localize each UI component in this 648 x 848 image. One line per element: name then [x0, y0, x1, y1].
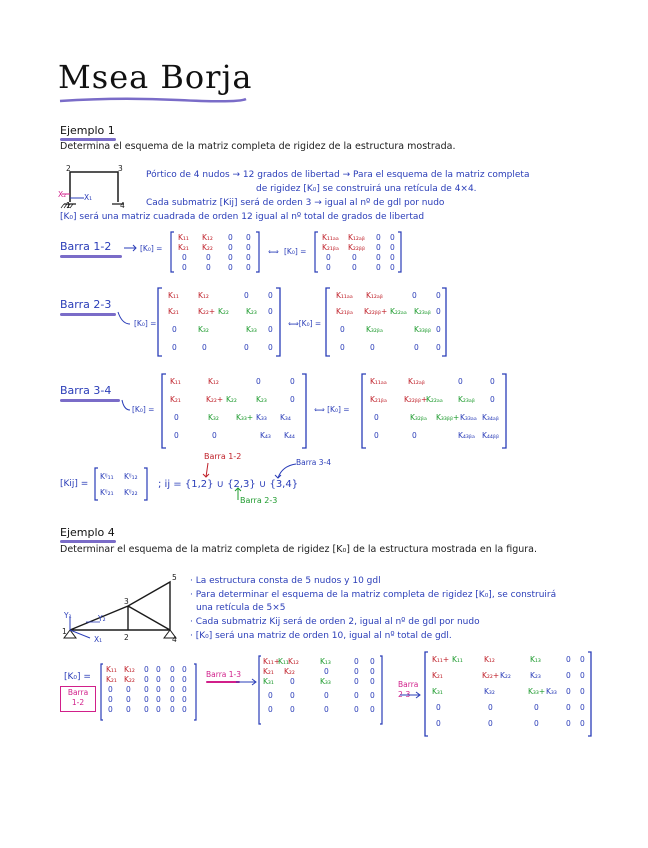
svg-text:K₂₂: K₂₂ — [284, 667, 295, 676]
annotation-barra12: Barra 1-2 — [204, 452, 242, 461]
svg-text:K₁₂ₐᵦ: K₁₂ₐᵦ — [366, 291, 383, 300]
svg-text:0: 0 — [244, 343, 249, 352]
svg-text:0: 0 — [144, 695, 149, 704]
svg-text:0: 0 — [580, 671, 585, 680]
svg-text:K₃₁: K₃₁ — [432, 687, 443, 696]
svg-text:0: 0 — [354, 705, 359, 714]
svg-text:0: 0 — [352, 253, 357, 262]
svg-text:⟺: ⟺ — [268, 247, 279, 256]
svg-text:0: 0 — [324, 691, 329, 700]
svg-text:0: 0 — [170, 685, 175, 694]
svg-text:K₁₁+: K₁₁+ — [263, 657, 281, 666]
svg-text:0: 0 — [374, 431, 379, 440]
svg-text:0: 0 — [414, 343, 419, 352]
svg-text:K₄₃: K₄₃ — [260, 431, 271, 440]
svg-text:K₂₂ᵦᵦ+: K₂₂ᵦᵦ+ — [364, 307, 388, 316]
svg-text:[K₀] =: [K₀] = — [284, 247, 307, 256]
svg-text:K₁₁: K₁₁ — [170, 377, 181, 386]
svg-text:K₂₂: K₂₂ — [202, 243, 213, 252]
svg-text:K₂₁ᵦₐ: K₂₁ᵦₐ — [336, 307, 353, 316]
svg-text:K₃₃: K₃₃ — [546, 687, 557, 696]
note-2: de rigidez [K₀] se construirá una retícula de 4×4. — [256, 184, 477, 194]
svg-text:K₃₂: K₃₂ — [208, 413, 219, 422]
ejemplo1-heading: Ejemplo 1 — [60, 124, 115, 137]
barra12-label: Barra 1-2 — [60, 240, 112, 253]
svg-text:2: 2 — [124, 633, 129, 642]
svg-text:0: 0 — [144, 685, 149, 694]
svg-text:0: 0 — [354, 667, 359, 676]
svg-text:0: 0 — [354, 691, 359, 700]
kij-definition: ; ij = {1,2} ∪ {2,3} ∪ {3,4} — [158, 479, 299, 490]
bullet-3: una retícula de 5×5 — [196, 603, 286, 613]
svg-text:K₃₂: K₃₂ — [198, 325, 209, 334]
svg-text:K₁₂: K₁₂ — [124, 665, 135, 674]
barra23-underline — [60, 313, 116, 316]
svg-text:0: 0 — [182, 263, 187, 272]
svg-text:0: 0 — [228, 263, 233, 272]
svg-text:0: 0 — [458, 377, 463, 386]
svg-text:K₂₂: K₂₂ — [500, 671, 511, 680]
ejemplo1-statement: Determina el esquema de la matriz completa de rigidez de la estructura mostrada. — [60, 141, 456, 152]
svg-text:0: 0 — [170, 665, 175, 674]
svg-text:K₁₁: K₁₁ — [168, 291, 179, 300]
barra23-arrow — [398, 690, 424, 700]
ejemplo4-underline — [60, 540, 116, 543]
svg-text:K₂₂: K₂₂ — [124, 675, 135, 684]
svg-text:0: 0 — [566, 719, 571, 728]
svg-text:0: 0 — [580, 655, 585, 664]
svg-text:K₂₂ₐₐ: K₂₂ₐₐ — [390, 307, 407, 316]
svg-text:0: 0 — [268, 691, 273, 700]
svg-text:0: 0 — [174, 431, 179, 440]
kij-matrix — [94, 466, 150, 502]
svg-text:0: 0 — [244, 291, 249, 300]
svg-text:0: 0 — [354, 677, 359, 686]
svg-text:0: 0 — [268, 705, 273, 714]
svg-text:0: 0 — [290, 377, 295, 386]
svg-text:⟺[K₀] =: ⟺[K₀] = — [288, 319, 322, 328]
svg-text:K₂₁: K₂₁ — [263, 667, 274, 676]
svg-text:K₂₁: K₂₁ — [432, 671, 443, 680]
svg-text:K₂₃ₐᵦ: K₂₃ₐᵦ — [458, 395, 475, 404]
svg-text:0: 0 — [144, 705, 149, 714]
frame-diagram-1 — [56, 164, 136, 210]
svg-text:0: 0 — [534, 719, 539, 728]
k0-label-ej4: [K₀] = — [64, 672, 91, 682]
svg-text:K₁₃: K₁₃ — [530, 655, 541, 664]
svg-text:0: 0 — [182, 675, 187, 684]
svg-text:K₂₂ᵦᵦ+: K₂₂ᵦᵦ+ — [404, 395, 428, 404]
svg-text:Kⁱʲ₁₁: Kⁱʲ₁₁ — [100, 472, 114, 481]
barra12-matrices — [122, 228, 412, 276]
svg-text:0: 0 — [370, 667, 375, 676]
annotation-barra34: Barra 3-4 — [296, 458, 332, 467]
svg-text:1: 1 — [66, 201, 71, 210]
svg-text:0: 0 — [268, 291, 273, 300]
annotation-arrow-b12 — [196, 462, 226, 480]
note-1: Pórtico de 4 nudos → 12 grados de libertad → Para el esquema de la matriz completa — [146, 170, 530, 180]
svg-text:0: 0 — [290, 395, 295, 404]
svg-text:0: 0 — [566, 655, 571, 664]
svg-text:0: 0 — [352, 263, 357, 272]
bullet-5: · [K₀] será una matriz de orden 10, igual al nº total de gdl. — [190, 631, 452, 641]
svg-text:K₃₂ᵦₐ: K₃₂ᵦₐ — [410, 413, 427, 422]
svg-text:K₁₂: K₁₂ — [198, 291, 209, 300]
svg-text:0: 0 — [580, 719, 585, 728]
svg-text:0: 0 — [490, 395, 495, 404]
svg-text:K₄₄ᵦᵦ: K₄₄ᵦᵦ — [482, 431, 499, 440]
svg-text:[K₀] =: [K₀] = — [134, 319, 157, 328]
svg-text:0: 0 — [172, 343, 177, 352]
svg-text:K₃₂: K₃₂ — [484, 687, 495, 696]
svg-text:K₃₁: K₃₁ — [263, 677, 274, 686]
svg-text:0: 0 — [156, 675, 161, 684]
svg-text:K₁₂: K₁₂ — [288, 657, 299, 666]
kij-label: [Kij] = — [60, 479, 89, 489]
svg-text:0: 0 — [126, 695, 131, 704]
svg-text:K₂₁: K₂₁ — [170, 395, 181, 404]
svg-text:0: 0 — [246, 263, 251, 272]
svg-text:0: 0 — [490, 377, 495, 386]
bullet-2: · Para determinar el esquema de la matriz completa de rigidez [K₀], se construirá — [190, 590, 557, 600]
svg-text:0: 0 — [376, 233, 381, 242]
svg-text:0: 0 — [108, 685, 113, 694]
svg-text:0: 0 — [246, 253, 251, 262]
barra23-label: Barra 2-3 — [60, 298, 112, 311]
svg-text:0: 0 — [256, 377, 261, 386]
svg-text:0: 0 — [182, 665, 187, 674]
barra23-matrices — [116, 284, 456, 360]
svg-text:0: 0 — [290, 677, 295, 686]
svg-text:0: 0 — [174, 413, 179, 422]
svg-text:0: 0 — [390, 263, 395, 272]
svg-text:0: 0 — [182, 705, 187, 714]
svg-text:K₁₂ₐᵦ: K₁₂ₐᵦ — [408, 377, 425, 386]
svg-text:0: 0 — [326, 253, 331, 262]
svg-text:K₂₂+: K₂₂+ — [198, 307, 216, 316]
svg-text:0: 0 — [268, 343, 273, 352]
svg-text:K₂₃: K₂₃ — [246, 307, 257, 316]
svg-text:K₂₂: K₂₂ — [226, 395, 237, 404]
svg-text:0: 0 — [324, 705, 329, 714]
svg-text:[K₀] =: [K₀] = — [132, 405, 155, 414]
svg-text:0: 0 — [268, 307, 273, 316]
svg-text:0: 0 — [436, 719, 441, 728]
svg-text:K₃₃+: K₃₃+ — [528, 687, 546, 696]
svg-text:K₃₄ₐᵦ: K₃₄ₐᵦ — [482, 413, 499, 422]
svg-text:K₂₁: K₂₁ — [168, 307, 179, 316]
svg-text:K₄₃ᵦₐ: K₄₃ᵦₐ — [458, 431, 475, 440]
svg-text:0: 0 — [182, 253, 187, 262]
svg-text:0: 0 — [376, 263, 381, 272]
svg-text:K₁₂: K₁₂ — [208, 377, 219, 386]
svg-text:X₁: X₁ — [84, 193, 93, 202]
svg-text:0: 0 — [566, 687, 571, 696]
svg-text:0: 0 — [340, 343, 345, 352]
svg-text:K₁₁: K₁₁ — [278, 657, 289, 666]
svg-text:0: 0 — [370, 691, 375, 700]
svg-text:0: 0 — [126, 705, 131, 714]
svg-text:4: 4 — [120, 201, 125, 210]
svg-text:K₁₂ₐᵦ: K₁₂ₐᵦ — [348, 233, 365, 242]
svg-text:0: 0 — [436, 307, 441, 316]
svg-text:0: 0 — [390, 253, 395, 262]
svg-text:[K₀] =: [K₀] = — [140, 244, 163, 253]
svg-text:K₁₁+: K₁₁+ — [432, 655, 450, 664]
svg-text:4: 4 — [172, 635, 177, 644]
barra12-underline — [60, 255, 122, 258]
svg-text:0: 0 — [182, 685, 187, 694]
svg-text:0: 0 — [156, 695, 161, 704]
ejemplo4-heading: Ejemplo 4 — [60, 526, 115, 539]
annotation-arrow-b23 — [232, 486, 252, 502]
svg-text:0: 0 — [170, 705, 175, 714]
svg-text:0: 0 — [212, 431, 217, 440]
svg-text:0: 0 — [566, 703, 571, 712]
note-4: [K₀] será una matriz cuadrada de orden 12 igual al nº total de grados de libertad — [60, 212, 425, 222]
svg-text:0: 0 — [228, 243, 233, 252]
annotation-arrow-b34 — [268, 462, 298, 482]
svg-text:0: 0 — [144, 675, 149, 684]
svg-text:0: 0 — [290, 691, 295, 700]
svg-text:0: 0 — [324, 667, 329, 676]
svg-text:0: 0 — [566, 671, 571, 680]
svg-text:0: 0 — [108, 695, 113, 704]
svg-text:0: 0 — [412, 291, 417, 300]
svg-text:Kⁱʲ₂₁: Kⁱʲ₂₁ — [100, 488, 114, 497]
svg-text:K₃₃ₐₐ: K₃₃ₐₐ — [460, 413, 477, 422]
svg-text:0: 0 — [436, 291, 441, 300]
svg-text:0: 0 — [246, 243, 251, 252]
ej4-matrix-barra12 — [100, 662, 200, 722]
svg-text:0: 0 — [390, 243, 395, 252]
svg-text:3: 3 — [124, 597, 129, 606]
svg-text:0: 0 — [156, 705, 161, 714]
svg-text:5: 5 — [172, 573, 177, 582]
svg-text:0: 0 — [376, 253, 381, 262]
svg-text:0: 0 — [370, 705, 375, 714]
svg-text:0: 0 — [488, 703, 493, 712]
svg-text:0: 0 — [376, 243, 381, 252]
svg-text:0: 0 — [246, 233, 251, 242]
svg-text:0: 0 — [228, 253, 233, 262]
svg-text:K₃₃: K₃₃ — [246, 325, 257, 334]
barra13-ej4-label: Barra 1-3 — [206, 670, 242, 679]
svg-text:0: 0 — [354, 657, 359, 666]
svg-text:1: 1 — [62, 627, 67, 636]
svg-text:K₃₂ᵦₐ: K₃₂ᵦₐ — [366, 325, 383, 334]
svg-text:0: 0 — [228, 233, 233, 242]
barra34-matrices — [120, 370, 520, 452]
svg-text:0: 0 — [580, 687, 585, 696]
svg-text:K₁₃: K₁₃ — [320, 657, 331, 666]
svg-text:3: 3 — [118, 164, 123, 173]
svg-text:0: 0 — [370, 343, 375, 352]
note-3: Cada submatriz [Kij] será de orden 3 → igual al nº de gdl por nudo — [146, 198, 445, 208]
svg-text:K₂₁ᵦₐ: K₂₁ᵦₐ — [322, 243, 339, 252]
svg-text:0: 0 — [172, 325, 177, 334]
barra12-ej4-label: Barra 1-2 — [67, 688, 89, 707]
barra34-underline — [60, 399, 120, 402]
svg-text:K₃₃ᵦᵦ: K₃₃ᵦᵦ — [414, 325, 431, 334]
svg-text:K₁₁ₐₐ: K₁₁ₐₐ — [322, 233, 339, 242]
svg-text:Kⁱʲ₂₂: Kⁱʲ₂₂ — [124, 488, 138, 497]
svg-text:0: 0 — [144, 665, 149, 674]
svg-text:0: 0 — [436, 703, 441, 712]
barra34-label: Barra 3-4 — [60, 384, 112, 397]
truss-diagram-4 — [60, 572, 192, 652]
svg-text:0: 0 — [206, 263, 211, 272]
ejemplo4-statement: Determinar el esquema de la matriz completa de rigidez [K₀] de la estructura mostrada en la figura. — [60, 544, 538, 555]
svg-text:K₂₁: K₂₁ — [178, 243, 189, 252]
svg-text:K₂₃: K₂₃ — [530, 671, 541, 680]
svg-text:0: 0 — [370, 657, 375, 666]
ej4-matrix-barra13 — [258, 654, 388, 726]
svg-text:0: 0 — [326, 263, 331, 272]
svg-text:K₂₁: K₂₁ — [106, 675, 117, 684]
svg-text:0: 0 — [206, 253, 211, 262]
svg-text:0: 0 — [156, 685, 161, 694]
svg-text:Y₂: Y₂ — [98, 614, 106, 623]
svg-text:K₄₄: K₄₄ — [284, 431, 295, 440]
svg-text:0: 0 — [156, 665, 161, 674]
svg-text:0: 0 — [370, 677, 375, 686]
svg-text:0: 0 — [170, 675, 175, 684]
bullet-1: · La estructura consta de 5 nudos y 10 gdl — [190, 576, 381, 586]
svg-text:0: 0 — [126, 685, 131, 694]
svg-text:2: 2 — [66, 164, 71, 173]
svg-text:K₂₂ₐₐ: K₂₂ₐₐ — [426, 395, 443, 404]
svg-text:0: 0 — [534, 703, 539, 712]
svg-text:K₃₃ᵦᵦ+: K₃₃ᵦᵦ+ — [436, 413, 460, 422]
svg-text:0: 0 — [374, 413, 379, 422]
svg-text:K₂₃ₐᵦ: K₂₃ₐᵦ — [414, 307, 431, 316]
svg-text:K₁₁: K₁₁ — [178, 233, 189, 242]
annotation-barra23: Barra 2-3 — [240, 496, 278, 505]
svg-text:K₃₃: K₃₃ — [320, 677, 331, 686]
svg-text:K₁₁: K₁₁ — [452, 655, 463, 664]
barra13-arrow — [234, 676, 260, 688]
svg-text:Kⁱʲ₁₂: Kⁱʲ₁₂ — [124, 472, 138, 481]
svg-text:⟺ [K₀] =: ⟺ [K₀] = — [314, 405, 350, 414]
svg-text:K₁₁: K₁₁ — [106, 665, 117, 674]
svg-text:0: 0 — [290, 705, 295, 714]
title-underline — [58, 96, 248, 104]
svg-text:K₁₁ₐₐ: K₁₁ₐₐ — [336, 291, 353, 300]
svg-text:0: 0 — [436, 325, 441, 334]
svg-text:0: 0 — [488, 719, 493, 728]
svg-text:K₃₃: K₃₃ — [256, 413, 267, 422]
svg-text:0: 0 — [340, 325, 345, 334]
svg-text:K₁₂: K₁₂ — [484, 655, 495, 664]
svg-text:0: 0 — [390, 233, 395, 242]
svg-text:K₃₄: K₃₄ — [280, 413, 291, 422]
svg-text:K₂₂: K₂₂ — [218, 307, 229, 316]
svg-text:K₂₃: K₂₃ — [256, 395, 267, 404]
svg-text:0: 0 — [182, 695, 187, 704]
svg-text:K₃₃+: K₃₃+ — [236, 413, 254, 422]
svg-text:K₁₂: K₁₂ — [202, 233, 213, 242]
svg-text:0: 0 — [436, 343, 441, 352]
svg-text:0: 0 — [108, 705, 113, 714]
ej4-matrix-barra23 — [424, 650, 594, 738]
svg-text:K₂₂+: K₂₂+ — [206, 395, 224, 404]
svg-text:K₂₁ᵦₐ: K₂₁ᵦₐ — [370, 395, 387, 404]
svg-text:K₁₁ₐₐ: K₁₁ₐₐ — [370, 377, 387, 386]
svg-text:0: 0 — [170, 695, 175, 704]
svg-text:0: 0 — [268, 325, 273, 334]
svg-text:0: 0 — [580, 703, 585, 712]
svg-text:Y₁: Y₁ — [64, 611, 72, 620]
svg-text:X₂: X₂ — [58, 190, 67, 199]
svg-text:K₂₂+: K₂₂+ — [482, 671, 500, 680]
svg-text:X₁: X₁ — [94, 635, 103, 644]
svg-text:0: 0 — [202, 343, 207, 352]
svg-text:0: 0 — [412, 431, 417, 440]
bullet-4: · Cada submatriz Kij será de orden 2, igual al nº de gdl por nudo — [190, 617, 480, 627]
page-title: Msea Borja — [58, 58, 253, 96]
svg-text:K₂₂ᵦᵦ: K₂₂ᵦᵦ — [348, 243, 365, 252]
barra23-ej4-label: Barra 2-3 — [398, 680, 419, 699]
